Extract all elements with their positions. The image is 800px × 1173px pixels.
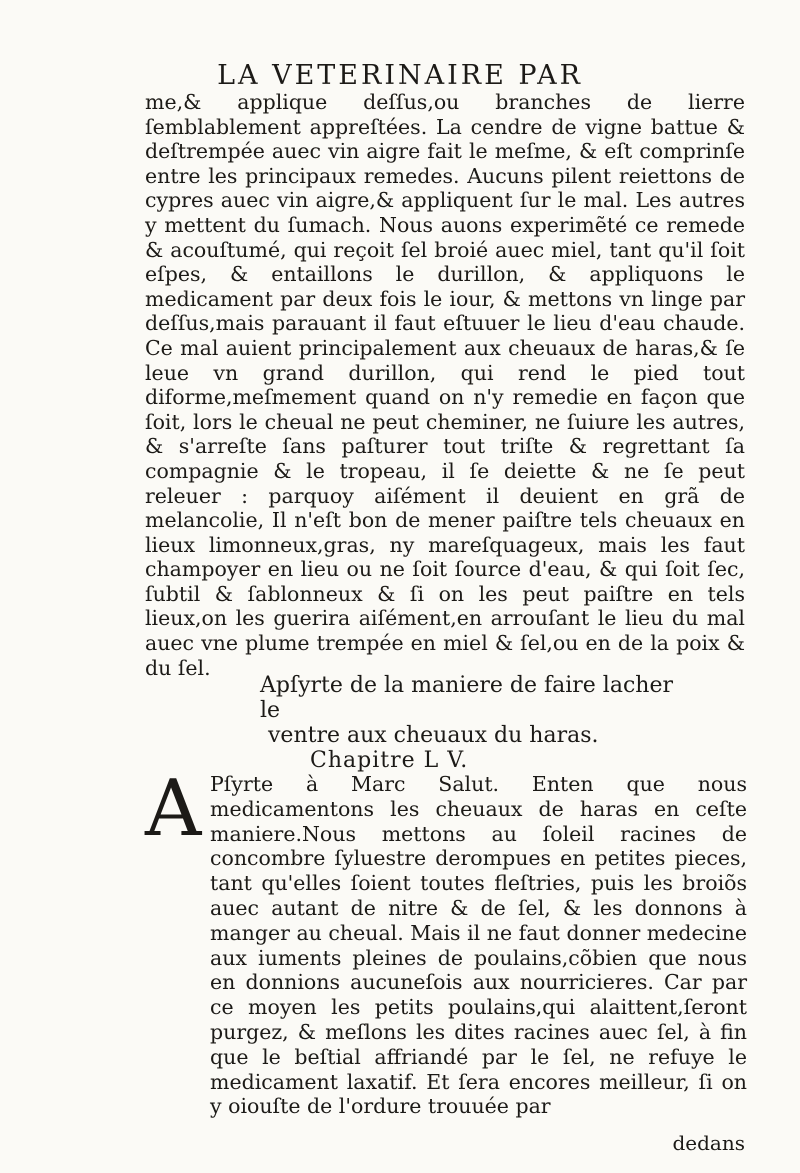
paragraph-text: Pſyrte à Marc Salut. Enten que nous medicamentons les cheuaux de haras en ceſte maniere.Nous mettons au ſoleil racines de concombre ſyluestre derompues en petites pieces, tant qu'elles ſoient toutes fleſtries, puis les broiõs auec autant de nitre & de ſel, & les donnons à manger au cheual. Mais il ne faut donner medecine aux iuments pleines de poulains,cõbien que nous en donnions aucuneſois aux nourricieres. Car par ce moyen les petits poulains,qui alaittent,ſeront purgez, & meſlons les dites racines auec ſel, à fin que le beſtial affriandé par le ſel, ne refuye le medicament laxatif. Et ſera encores meilleur, ſi on y oiouſte de l'ordure trouuée par [210, 772, 747, 1119]
drop-cap: A [145, 764, 202, 854]
chapter-title-line-2: ventre aux cheuaux du haras. [268, 723, 599, 748]
body-paragraph-1 [145, 90, 745, 680]
body-paragraph-2 [210, 772, 747, 1119]
chapter-number: Chapitre L V. [310, 748, 469, 773]
paragraph-text: me,& applique deſſus,ou branches de lierre ſemblablement appreſtées. La cendre de vigne battue & deſtrempée auec vin aigre fait le meſme, & eſt comprinſe entre les principaux remedes. Aucuns pilent reiettons de cypres auec vin aigre,& appliquent ſur le mal. Les autres y mettent du ſumach. Nous auons experimẽté ce remede & acouſtumé, qui reçoit ſel broié auec miel, tant qu'il ſoit eſpes, & entaillons le durillon, & appliquons le medicament par deux fois le iour, & mettons vn linge par deſſus,mais parauant il faut eſtuuer le lieu d'eau chaude. Ce mal auient principalement aux cheuaux de haras,& ſe leue vn grand durillon, qui rend le pied tout diforme,meſmement quand on n'y remedie en façon que ſoit, lors le cheual ne peut cheminer, ne ſuiure les autres, & s'arreſte ſans paſturer tout triſte & regrettant ſa compagnie & le tropeau, il ſe deiette & ne ſe peut releuer : parquoy aiſément il deuient en grã de melancolie, Il n'eſt bon de mener paiſtre tels cheuaux en lieux limonneux,gras, ny mareſquageux, mais les faut champoyer en lieu ou ne ſoit ſource d'eau, & qui ſoit ſec, ſubtil & ſablonneux & ſi on les peut paiſtre en tels lieux,on les guerira aiſément,en arrouſant le lieu du mal auec vne plume trempée en miel & ſel,ou en de la poix & du ſel. [145, 90, 745, 680]
chapter-title-line-1: Apſyrte de la maniere de faire lacher le [260, 673, 673, 723]
catchword: dedans [672, 1131, 745, 1155]
chapter-heading [260, 673, 680, 773]
running-head: LA VETERINAIRE PAR [217, 60, 583, 91]
